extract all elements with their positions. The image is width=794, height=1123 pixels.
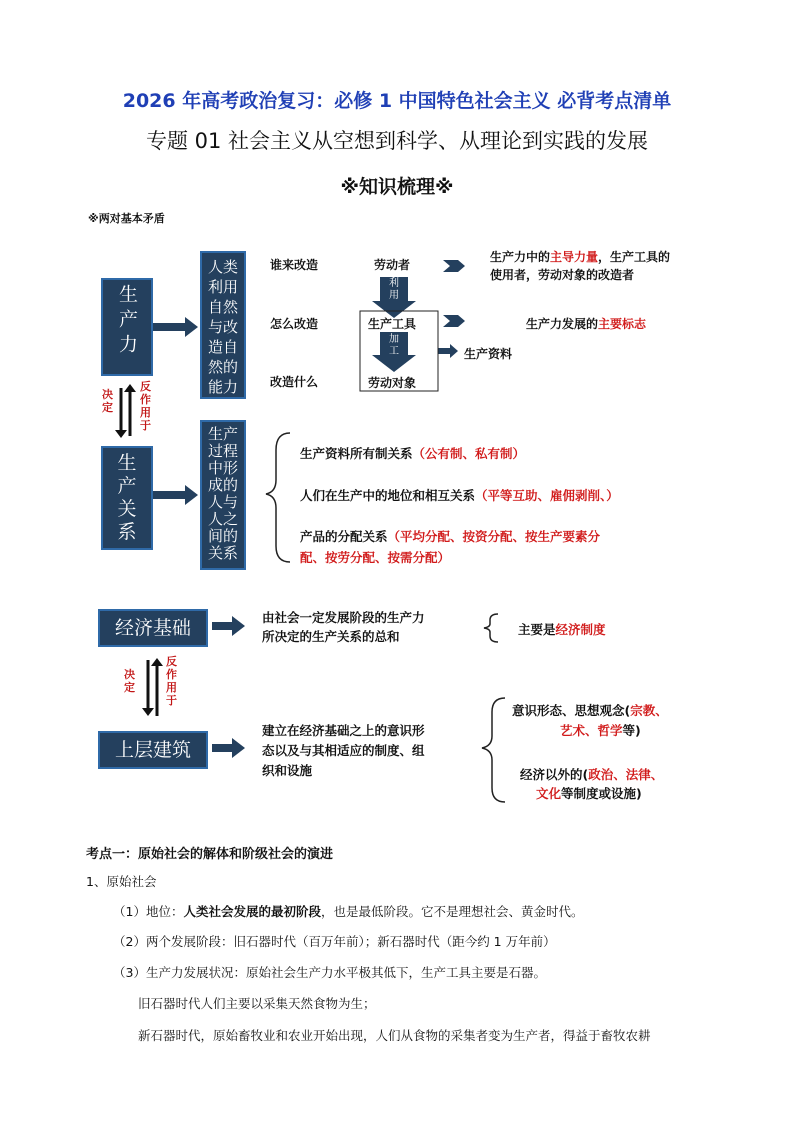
question-who: 谁来改造 bbox=[270, 258, 319, 272]
question-how: 怎么改造 bbox=[270, 317, 319, 331]
relations-box bbox=[101, 446, 153, 550]
section-primitive: 1、原始社会 bbox=[86, 874, 157, 889]
main-title: 2026 年高考政治复习：必修 1 中国特色社会主义 必背考点清单 bbox=[122, 90, 672, 112]
laborer-label: 劳动者 bbox=[374, 258, 411, 272]
process-label: 加工 bbox=[389, 334, 399, 357]
question-what: 改造什么 bbox=[270, 375, 319, 389]
tool-label: 生产工具 bbox=[368, 317, 417, 331]
para-status: （1）地位：人类社会发展的最初阶段，也是最低阶段。它不是理想社会、黄金时代。 bbox=[113, 904, 584, 919]
means-label: 生产资料 bbox=[464, 347, 513, 361]
rel-definition-box bbox=[200, 420, 246, 570]
para-stages: （2）两个发展阶段：旧石器时代（百万年前）；新石器时代（距今约 1 万年前） bbox=[113, 934, 556, 949]
subtitle: 专题 01 社会主义从空想到科学、从理论到实践的发展 bbox=[145, 129, 649, 153]
rel-item-distribution-2: 配、按劳分配、按需分配） bbox=[300, 550, 451, 565]
para-paleolithic: 旧石器时代人们主要以采集天然食物为生； bbox=[138, 996, 376, 1011]
laborer-desc-2: 使用者，劳动对象的改造者 bbox=[490, 268, 635, 282]
productive-forces-box bbox=[101, 278, 153, 376]
base-def-2: 所决定的生产关系的总和 bbox=[262, 629, 400, 644]
sup-def-1: 建立在经济基础之上的意识形 bbox=[262, 723, 425, 738]
pf-definition-label: 人类利用自然与改造自然的能力 bbox=[207, 258, 238, 396]
exam-point-heading: 考点一：原始社会的解体和阶级社会的演进 bbox=[86, 847, 334, 862]
productive-forces-label: 生产力 bbox=[116, 284, 138, 359]
react-label-2: 反作用于 bbox=[166, 655, 177, 707]
para-productivity: （3）生产力发展状况：原始社会生产力水平极其低下，生产工具主要是石器。 bbox=[113, 965, 546, 980]
relations-label: 生产关系 bbox=[117, 452, 137, 543]
rel-item-ownership: 生产资料所有制关系（公有制、私有制） bbox=[300, 446, 526, 461]
tool-desc: 生产力发展的主要标志 bbox=[526, 317, 647, 331]
section-heading: ※知识梳理※ bbox=[340, 176, 454, 198]
sub-heading: ※两对基本矛盾 bbox=[88, 212, 165, 225]
sup-item-institutions-2: 文化等制度或设施) bbox=[536, 786, 642, 801]
pf-definition-box bbox=[200, 251, 246, 399]
rel-definition-label: 生产过程中形成的人与人之间的关系 bbox=[207, 425, 238, 562]
para-neolithic: 新石器时代，原始畜牧业和农业开始出现，人们从食物的采集者变为生产者，得益于畜牧农耕 bbox=[138, 1028, 651, 1043]
decide-label-1: 决定 bbox=[102, 388, 113, 414]
object-label: 劳动对象 bbox=[368, 376, 417, 390]
economic-base-box: 经济基础 bbox=[98, 609, 208, 647]
sup-def-3: 织和设施 bbox=[262, 763, 313, 778]
sup-item-ideology: 意识形态、思想观念(宗教、 bbox=[512, 703, 668, 718]
sup-def-2: 态以及与其相适应的制度、组 bbox=[262, 743, 425, 758]
base-main: 主要是经济制度 bbox=[518, 622, 606, 637]
react-label-1: 反作用于 bbox=[140, 380, 151, 432]
rel-item-distribution: 产品的分配关系（平均分配、按资分配、按生产要素分 bbox=[300, 529, 601, 544]
sup-item-institutions: 经济以外的(政治、法律、 bbox=[520, 767, 664, 782]
laborer-desc: 生产力中的主导力量，生产工具的 bbox=[490, 250, 671, 264]
base-def-1: 由社会一定发展阶段的生产力 bbox=[262, 610, 425, 625]
sup-item-ideology-2: 艺术、哲学等) bbox=[560, 723, 641, 738]
rel-item-status: 人们在生产中的地位和相互关系（平等互助、雇佣剥削、） bbox=[300, 488, 619, 503]
decide-label-2: 决定 bbox=[124, 668, 135, 694]
superstructure-box: 上层建筑 bbox=[98, 731, 208, 769]
use-label: 利用 bbox=[389, 278, 399, 301]
